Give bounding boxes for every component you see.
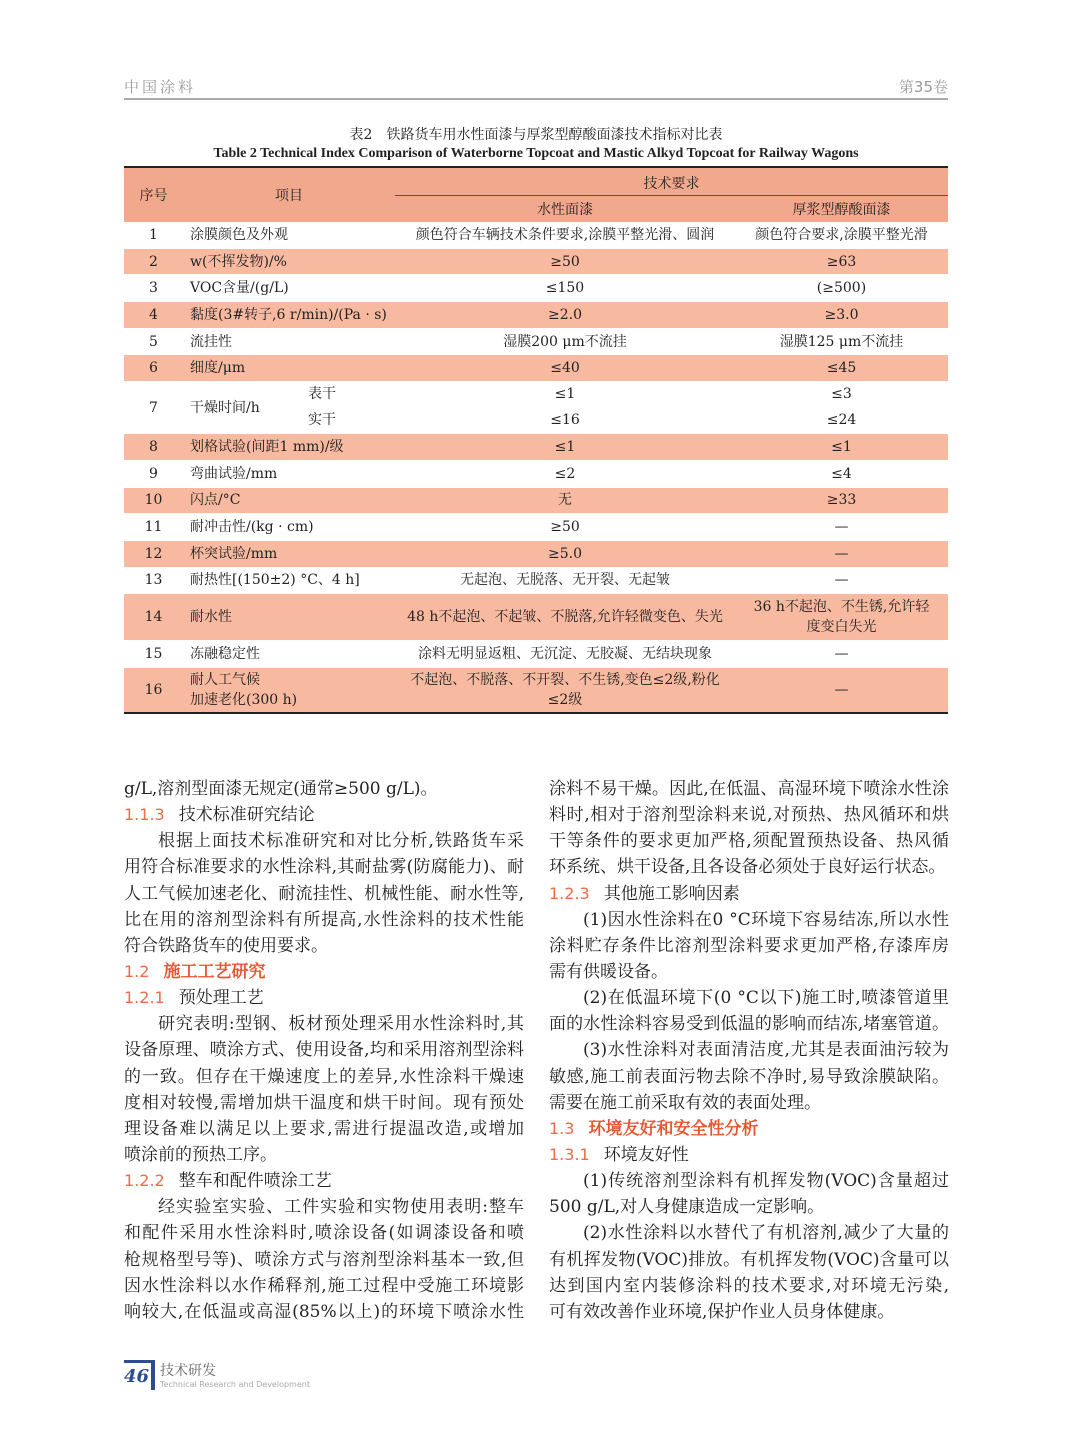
table-row: [124, 274, 948, 301]
row-alkyd: 湿膜125 μm不流挂: [779, 333, 904, 350]
subsection-heading: [124, 985, 524, 1011]
paragraph-line: 响较大,在低温或高湿(85%以上)的环境下喷涂水性: [124, 1301, 524, 1322]
paragraph-line: 设备原理、喷涂方式、使用设备,均和采用溶剂型涂料: [124, 1040, 524, 1061]
header-no: 序号: [139, 188, 168, 204]
section-name-en: Technical Research and Development: [160, 1380, 310, 1389]
heading-number: 1.2: [124, 961, 150, 981]
row-alkyd: (≥500): [816, 280, 867, 297]
table-row: [124, 460, 948, 487]
row-item-label: 闪点/°C: [190, 492, 241, 509]
row-number: 12: [144, 545, 163, 562]
row-item: [183, 461, 395, 487]
row-item-label: 耐人工气候 加速老化(300 h): [190, 671, 298, 708]
paragraph-line: 经实验室实验、工件实验和实物使用表明:整车: [158, 1197, 524, 1218]
footer-bar: [124, 1360, 154, 1363]
row-alkyd: —: [834, 646, 849, 663]
table-row: [124, 328, 948, 355]
row-number: 11: [144, 519, 163, 536]
table-row: [124, 640, 948, 667]
heading-number: 1.3: [549, 1118, 575, 1138]
heading-text: 环境友好性: [603, 1144, 689, 1165]
table-row: [124, 667, 948, 712]
row-item-label: VOC含量/(g/L): [190, 280, 289, 297]
row-item: [183, 249, 395, 275]
row-item: [183, 594, 395, 640]
heading-text: 技术标准研究结论: [178, 805, 315, 826]
paragraph-line: 符合铁路货车的使用要求。: [124, 935, 328, 956]
paragraph-line: 比在用的溶剂型涂料有所提高,水性涂料的技术性能: [124, 909, 524, 930]
row-item-label: 耐水性: [190, 609, 232, 626]
subsection-heading: [549, 1142, 949, 1168]
row-item: [183, 668, 395, 712]
row-alkyd: ≥33: [826, 492, 857, 509]
row-number: 2: [149, 253, 158, 270]
row-waterborne: ≥50: [550, 253, 580, 270]
subsection-heading: [124, 1168, 524, 1194]
row-number: 13: [144, 572, 163, 589]
heading-number: 1.2.3: [549, 883, 590, 903]
table-row: [124, 381, 948, 433]
paragraph-line: (2)水性涂料以水替代了有机溶剂,减少了大量的: [583, 1223, 949, 1244]
heading-number: 1.1.3: [124, 805, 165, 825]
subsection-heading: [549, 881, 949, 907]
paragraph-line: 因水性涂料以水作稀释剂,施工过程中受施工环境影: [124, 1275, 524, 1296]
row-alkyd: ≤45: [826, 360, 857, 377]
row-item-label: w(不挥发物)/%: [190, 253, 287, 270]
row-alkyd: ≥3.0: [824, 306, 859, 323]
sub-label: 表干: [308, 386, 336, 403]
heading-text: 施工工艺研究: [163, 961, 266, 982]
row-number: 14: [144, 609, 163, 626]
row-item-label: 耐冲击性/(kg · cm): [190, 519, 314, 536]
paragraph-line: (1)传统溶剂型涂料有机挥发物(VOC)含量超过: [583, 1171, 949, 1192]
row-alkyd: —: [834, 519, 849, 536]
row-alkyd: 36 h不起泡、不生锈,允许轻 度变白失光: [753, 599, 930, 636]
row-alkyd: —: [834, 572, 849, 589]
paragraph-line: 的一致。但存在干燥速度上的差异,水性涂料干燥速: [124, 1066, 524, 1087]
subsection-heading: [124, 802, 524, 828]
header-requirements: 技术要求: [643, 176, 700, 192]
row-number: 4: [149, 306, 158, 323]
row-alkyd: 颜色符合要求,涂膜平整光滑: [755, 226, 928, 243]
row-number: 6: [149, 360, 158, 377]
row-item: [183, 541, 395, 567]
header-alkyd: 厚浆型醇酸面漆: [792, 202, 891, 218]
table-row: [124, 513, 948, 540]
row-alkyd: —: [834, 545, 849, 562]
row-number: 10: [144, 492, 163, 509]
row-item-label: 黏度(3#转子,6 r/min)/(Pa · s): [190, 306, 387, 323]
row-item: [183, 382, 395, 433]
section-heading: [549, 1116, 949, 1142]
row-alkyd: ≤4: [831, 465, 852, 482]
paragraph-line: 用符合标准要求的水性涂料,其耐盐雾(防腐能力)、耐: [124, 857, 524, 878]
table-body: [124, 222, 948, 712]
table-header: [124, 168, 948, 222]
paragraph-line: 达到国内室内装修涂料的技术要求,对环境无污染,: [549, 1275, 949, 1296]
left-column: [124, 776, 524, 1325]
row-waterborne: ≥5.0: [548, 545, 582, 562]
paragraph-line: 涂料贮存条件比溶剂型涂料要求更加严格,存漆库房: [549, 935, 949, 956]
row-item: [183, 355, 395, 381]
paragraph-line: 环系统、烘干设备,且各设备必须处于良好运行状态。: [549, 857, 946, 878]
table-row: [124, 593, 948, 640]
right-column: [549, 776, 949, 1325]
cell-value: ≤16: [550, 411, 580, 428]
heading-text: 预处理工艺: [178, 988, 264, 1009]
row-item-label: 涂膜颜色及外观: [190, 226, 288, 243]
table-caption-en: Table 2 Technical Index Comparison of Waterborne Topcoat and Mastic Alkyd Topcoat for Railway Wagons: [213, 146, 859, 161]
row-waterborne: ≤40: [550, 360, 580, 377]
row-item-label: 耐热性[(150±2) °C、4 h]: [190, 572, 360, 589]
row-item: [183, 514, 395, 540]
row-waterborne: 48 h不起泡、不起皱、不脱落,允许轻微变色、失光: [407, 609, 723, 626]
row-item: [183, 222, 395, 248]
table-row: [124, 567, 948, 594]
section-name-zh: 技术研发: [160, 1363, 216, 1379]
paragraph-line: 研究表明:型钢、板材预处理采用水性涂料时,其: [158, 1014, 524, 1035]
paragraph-line: 人工气候加速老化、耐流挂性、机械性能、耐水性等,: [124, 883, 524, 904]
row-waterborne: ≥50: [550, 519, 580, 536]
row-number: 3: [149, 280, 158, 297]
paragraph-line: 度相对较慢,需增加烘干温度和烘干时间。现有预处: [124, 1092, 524, 1113]
row-waterborne: ≤2: [554, 465, 576, 482]
paragraph-line: 理设备难以满足以上要求,需进行提温改造,或增加: [124, 1118, 524, 1139]
row-waterborne: 湿膜200 μm不流挂: [503, 333, 627, 350]
paragraph-line: (1)因水性涂料在0 °C环境下容易结冻,所以水性: [583, 909, 949, 930]
cell-value: ≤1: [554, 386, 576, 403]
row-item: [183, 641, 395, 667]
row-alkyd: —: [834, 681, 849, 698]
row-waterborne: [395, 382, 735, 433]
table-row: [124, 487, 948, 514]
row-item-label: 冻融稳定性: [190, 646, 260, 663]
row-waterborne: ≤150: [545, 280, 585, 297]
table-row: [124, 301, 948, 328]
table-row: [124, 540, 948, 567]
paragraph-line: 可有效改善作业环境,保护作业人员身体健康。: [549, 1301, 895, 1322]
row-item: [183, 568, 395, 594]
paragraph-line: 干等条件的要求更加严格,须配置预热设备、热风循: [549, 831, 949, 852]
row-item-label: 划格试验(间距1 mm)/级: [190, 438, 344, 455]
row-alkyd: ≥63: [826, 253, 857, 270]
paragraph-line: 根据上面技术标准研究和对比分析,铁路货车采: [158, 831, 524, 852]
header-waterborne: 水性面漆: [537, 202, 593, 218]
paragraph-line: 500 g/L,对人身健康造成一定影响。: [549, 1197, 825, 1218]
row-waterborne: 不起泡、不脱落、不开裂、不生锈,变色≤2级,粉化 ≤2级: [410, 671, 720, 708]
heading-text: 整车和配件喷涂工艺: [178, 1171, 332, 1192]
row-waterborne: 颜色符合车辆技术条件要求,涂膜平整光滑、圆润: [415, 226, 715, 243]
row-waterborne: 涂料无明显返粗、无沉淀、无胶凝、无结块现象: [418, 646, 712, 663]
cell-value: ≤3: [831, 386, 852, 403]
row-item: [183, 302, 395, 328]
row-waterborne: 无起泡、无脱落、无开裂、无起皱: [460, 572, 670, 589]
paragraph-line: 料时,相对于溶剂型涂料来说,对预热、热风循环和烘: [549, 805, 949, 826]
paragraph-line: 需有供暖设备。: [549, 961, 668, 982]
section-heading: [124, 959, 524, 985]
paragraph-line: 枪规格型号等)、喷涂方式与溶剂型涂料基本一致,但: [124, 1249, 524, 1270]
row-number: 5: [149, 333, 158, 350]
heading-text: 环境友好和安全性分析: [588, 1118, 759, 1139]
paragraph-line: 喷涂前的预热工序。: [124, 1144, 277, 1165]
row-alkyd: ≤1: [831, 438, 852, 455]
row-item: [183, 488, 395, 514]
header-rule: [124, 98, 948, 100]
row-item-label: 流挂性: [190, 333, 232, 350]
paragraph-line: 和配件采用水性涂料时,喷涂设备(如调漆设备和喷: [124, 1223, 524, 1244]
table-row: [124, 222, 948, 248]
heading-number: 1.2.2: [124, 1171, 165, 1191]
paragraph-line: 需要在施工前采取有效的表面处理。: [549, 1092, 821, 1113]
row-number: 8: [149, 438, 158, 455]
heading-number: 1.2.1: [124, 988, 165, 1008]
table-row: [124, 433, 948, 460]
row-number: 1: [149, 226, 158, 243]
row-waterborne: ≤1: [554, 438, 576, 455]
row-item-label: 细度/μm: [190, 360, 246, 377]
row-waterborne: ≥2.0: [548, 306, 582, 323]
row-item: [183, 329, 395, 355]
row-item-label: 干燥时间/h: [190, 399, 260, 416]
row-item: [183, 434, 395, 460]
volume-label: 第35卷: [898, 78, 948, 96]
paragraph-line: 有机挥发物(VOC)排放。有机挥发物(VOC)含量可以: [549, 1249, 949, 1270]
paragraph-line: 敏感,施工前表面污物去除不净时,易导致涂膜缺陷。: [549, 1066, 949, 1087]
journal-name: 中国涂料: [124, 78, 197, 96]
row-number: 15: [144, 646, 163, 663]
row-number: 9: [149, 465, 158, 482]
table-row: [124, 354, 948, 381]
row-waterborne: 无: [558, 492, 572, 509]
row-number: 16: [144, 681, 163, 698]
paragraph-line: 面的水性涂料容易受到低温的影响而结冻,堵塞管道。: [549, 1014, 949, 1035]
heading-text: 其他施工影响因素: [603, 883, 740, 904]
paragraph-line: 涂料不易干燥。因此,在低温、高湿环境下喷涂水性涂: [549, 779, 949, 799]
footer-vertical-bar: [151, 1360, 155, 1390]
cell-value: ≤24: [826, 411, 857, 428]
paragraph-line: g/L,溶剂型面漆无规定(通常≥500 g/L)。: [124, 779, 438, 799]
row-item-label: 弯曲试验/mm: [190, 465, 278, 482]
page-number: 46: [124, 1366, 150, 1387]
row-item: [183, 275, 395, 301]
sub-label: 实干: [308, 411, 336, 428]
paragraph-line: (2)在低温环境下(0 °C以下)施工时,喷漆管道里: [583, 988, 949, 1009]
header-item: 项目: [275, 188, 303, 204]
heading-number: 1.3.1: [549, 1144, 590, 1164]
header-divider: [395, 195, 948, 196]
row-number: 7: [149, 399, 158, 416]
row-item-label: 杯突试验/mm: [190, 545, 278, 562]
comparison-table: [124, 166, 948, 714]
paragraph-line: (3)水性涂料对表面清洁度,尤其是表面油污较为: [583, 1040, 949, 1061]
table-row: [124, 248, 948, 275]
row-sub-labels: [308, 382, 336, 433]
table-caption-zh: 表2 铁路货车用水性面漆与厚浆型醇酸面漆技术指标对比表: [349, 127, 723, 143]
row-alkyd: [735, 382, 948, 433]
